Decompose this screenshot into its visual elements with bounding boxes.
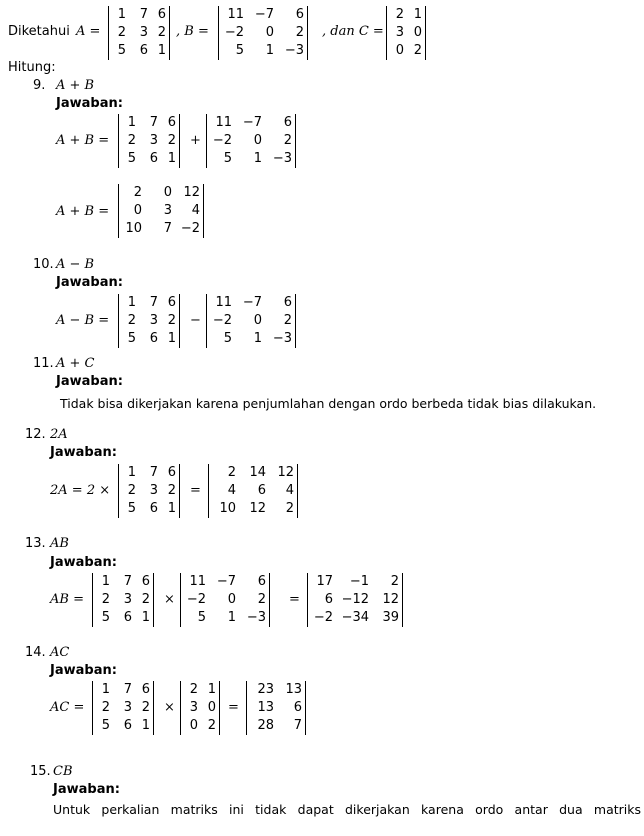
q11-jawaban: Jawaban:	[56, 374, 123, 389]
matrix-ApB-cell-0-1: 0	[163, 185, 172, 200]
matrix-B-cell-2-1: 1	[253, 331, 262, 346]
matrix-B-cell-1-0: −2	[212, 313, 232, 328]
matrix-A-cell-2-2: 1	[157, 43, 166, 58]
q13-expression: AB	[50, 536, 69, 551]
matrix-C-cell-1-0: 3	[395, 25, 404, 40]
q12-lhs: 2A = 2 ×	[50, 483, 111, 498]
matrix-A-cell-0-2: 6	[167, 295, 176, 310]
matrix-twoA-cell-1-2: 4	[285, 483, 294, 498]
matrix-C-cell-0-1: 1	[207, 682, 216, 697]
q11-answer-text: Tidak bisa dikerjakan karena penjumlahan dengan ordo berbeda tidak bias dilakukan.	[60, 396, 597, 411]
matrix-B-cell-2-0: 5	[197, 610, 206, 625]
matrix-a-intro	[108, 6, 170, 60]
matrix-B-cell-1-0: −2	[186, 592, 206, 607]
matrix-twoA-cell-2-0: 10	[219, 501, 236, 516]
matrix-A-cell-0-1: 7	[149, 115, 158, 130]
q9-plus-sign: +	[190, 133, 201, 148]
q13-lhs: AB =	[50, 592, 84, 607]
matrix-A-cell-1-1: 3	[149, 313, 158, 328]
matrix-AB-cell-0-1: −1	[349, 574, 369, 589]
matrix-B-cell-1-1: 0	[253, 133, 262, 148]
matrix-C-cell-1-1: 0	[413, 25, 422, 40]
q14-matrix-c	[180, 681, 220, 735]
matrix-B-cell-0-1: −7	[254, 7, 274, 22]
q14-equals-sign: =	[228, 700, 239, 715]
matrix-A-cell-1-2: 2	[157, 25, 166, 40]
dan-c-equals-label: , dan C =	[322, 24, 384, 39]
q15-expression: CB	[53, 764, 73, 779]
matrix-ApB-cell-1-0: 0	[133, 203, 142, 218]
matrix-ApB-cell-2-2: −2	[180, 221, 200, 236]
matrix-B-cell-1-2: 2	[283, 313, 292, 328]
matrix-A-cell-2-1: 6	[149, 331, 158, 346]
q10-lhs: A − B =	[56, 313, 110, 328]
matrix-B-cell-1-0: −2	[212, 133, 232, 148]
matrix-B-cell-0-2: 6	[295, 7, 304, 22]
matrix-B-cell-0-0: 11	[189, 574, 206, 589]
matrix-C-cell-2-1: 2	[207, 718, 216, 733]
a-equals-label: A =	[76, 24, 101, 39]
matrix-B-cell-1-1: 0	[253, 313, 262, 328]
q10-matrix-b	[206, 294, 296, 348]
q9-number: 9.	[33, 78, 46, 93]
matrix-AC-cell-2-0: 28	[257, 718, 274, 733]
matrix-A-cell-2-0: 5	[101, 718, 110, 733]
matrix-b-intro	[218, 6, 308, 60]
matrix-c-intro	[386, 6, 426, 60]
matrix-A-cell-0-2: 6	[157, 7, 166, 22]
matrix-A-cell-2-1: 6	[149, 151, 158, 166]
q9-jawaban: Jawaban:	[56, 96, 123, 111]
matrix-AC-cell-0-0: 23	[257, 682, 274, 697]
q10-matrix-a	[118, 294, 180, 348]
matrix-B-cell-1-1: 0	[265, 25, 274, 40]
q12-equals-sign: =	[190, 483, 201, 498]
matrix-ApB-cell-0-0: 2	[133, 185, 142, 200]
hitung-label: Hitung:	[8, 60, 56, 75]
matrix-B-cell-2-0: 5	[223, 151, 232, 166]
q14-number: 14.	[25, 645, 46, 660]
matrix-A-cell-0-0: 1	[127, 115, 136, 130]
matrix-B-cell-1-2: 2	[295, 25, 304, 40]
q15-answer-text: Untuk perkalian matriks ini tidak dapat dikerjakan karena ordo antar dua matriks	[53, 802, 641, 817]
matrix-A-cell-0-1: 7	[149, 465, 158, 480]
matrix-B-cell-1-2: 2	[283, 133, 292, 148]
q13-matrix-result	[307, 573, 403, 627]
matrix-C-cell-2-1: 2	[413, 43, 422, 58]
matrix-B-cell-2-2: −3	[272, 151, 292, 166]
q9-matrix-result	[118, 184, 204, 238]
matrix-A-cell-1-1: 3	[123, 700, 132, 715]
matrix-A-cell-1-0: 2	[101, 700, 110, 715]
matrix-ApB-cell-1-2: 4	[191, 203, 200, 218]
matrix-A-cell-2-1: 6	[123, 718, 132, 733]
matrix-B-cell-1-0: −2	[224, 25, 244, 40]
matrix-B-cell-2-2: −3	[246, 610, 266, 625]
matrix-B-cell-0-0: 11	[215, 115, 232, 130]
matrix-A-cell-0-2: 6	[167, 115, 176, 130]
matrix-B-cell-2-2: −3	[272, 331, 292, 346]
matrix-B-cell-0-2: 6	[283, 295, 292, 310]
matrix-B-cell-0-2: 6	[283, 115, 292, 130]
q11-number: 11.	[33, 356, 54, 371]
matrix-A-cell-0-2: 6	[141, 682, 150, 697]
matrix-A-cell-1-1: 3	[123, 592, 132, 607]
matrix-AB-cell-0-2: 2	[390, 574, 399, 589]
matrix-A-cell-1-2: 2	[167, 483, 176, 498]
q9-lhs: A + B =	[56, 133, 110, 148]
q13-times-sign: ×	[164, 592, 175, 607]
matrix-A-cell-1-2: 2	[167, 313, 176, 328]
matrix-A-cell-1-2: 2	[141, 592, 150, 607]
q13-matrix-a	[92, 573, 154, 627]
matrix-ApB-cell-1-1: 3	[163, 203, 172, 218]
matrix-C-cell-0-1: 1	[413, 7, 422, 22]
matrix-twoA-cell-2-2: 2	[285, 501, 294, 516]
matrix-A-cell-0-1: 7	[123, 574, 132, 589]
matrix-A-cell-0-1: 7	[149, 295, 158, 310]
matrix-twoA-cell-2-1: 12	[249, 501, 266, 516]
q14-lhs: AC =	[50, 700, 85, 715]
q14-times-sign: ×	[164, 700, 175, 715]
q13-equals-sign: =	[289, 592, 300, 607]
matrix-A-cell-0-1: 7	[123, 682, 132, 697]
matrix-B-cell-0-1: −7	[242, 115, 262, 130]
matrix-B-cell-0-0: 11	[227, 7, 244, 22]
matrix-C-cell-2-0: 0	[395, 43, 404, 58]
q9-matrix-a	[118, 114, 180, 168]
q10-number: 10.	[33, 257, 54, 272]
matrix-ApB-cell-0-2: 12	[183, 185, 200, 200]
matrix-A-cell-2-0: 5	[127, 151, 136, 166]
matrix-AB-cell-2-2: 39	[382, 610, 399, 625]
matrix-C-cell-1-1: 0	[207, 700, 216, 715]
q12-matrix-a	[118, 464, 180, 518]
matrix-A-cell-1-0: 2	[127, 483, 136, 498]
matrix-B-cell-0-1: −7	[216, 574, 236, 589]
q9-matrix-b	[206, 114, 296, 168]
matrix-A-cell-2-2: 1	[141, 610, 150, 625]
matrix-A-cell-1-2: 2	[141, 700, 150, 715]
matrix-A-cell-2-1: 6	[139, 43, 148, 58]
matrix-twoA-cell-0-1: 14	[249, 465, 266, 480]
matrix-A-cell-2-0: 5	[101, 610, 110, 625]
matrix-twoA-cell-1-1: 6	[257, 483, 266, 498]
matrix-A-cell-1-0: 2	[127, 313, 136, 328]
q11-expression: A + C	[56, 356, 95, 371]
matrix-B-cell-0-1: −7	[242, 295, 262, 310]
matrix-AB-cell-1-1: −12	[341, 592, 369, 607]
matrix-B-cell-2-1: 1	[265, 43, 274, 58]
matrix-B-cell-1-1: 0	[227, 592, 236, 607]
matrix-B-cell-2-0: 5	[235, 43, 244, 58]
matrix-ApB-cell-2-1: 7	[163, 221, 172, 236]
matrix-A-cell-2-1: 6	[149, 501, 158, 516]
matrix-twoA-cell-0-2: 12	[277, 465, 294, 480]
matrix-A-cell-2-2: 1	[167, 501, 176, 516]
q13-jawaban: Jawaban:	[50, 555, 117, 570]
matrix-A-cell-1-0: 2	[127, 133, 136, 148]
matrix-A-cell-1-0: 2	[117, 25, 126, 40]
matrix-A-cell-1-0: 2	[101, 592, 110, 607]
q10-expression: A − B	[56, 257, 95, 272]
matrix-A-cell-2-2: 1	[167, 331, 176, 346]
q10-minus-sign: −	[190, 313, 201, 328]
matrix-B-cell-2-0: 5	[223, 331, 232, 346]
q15-jawaban: Jawaban:	[53, 782, 120, 797]
matrix-AB-cell-2-0: −2	[313, 610, 333, 625]
q13-number: 13.	[25, 536, 46, 551]
q12-jawaban: Jawaban:	[50, 445, 117, 460]
matrix-B-cell-0-2: 6	[257, 574, 266, 589]
q14-expression: AC	[50, 645, 70, 660]
q10-jawaban: Jawaban:	[56, 275, 123, 290]
matrix-twoA-cell-1-0: 4	[227, 483, 236, 498]
matrix-A-cell-0-2: 6	[141, 574, 150, 589]
matrix-B-cell-2-1: 1	[227, 610, 236, 625]
q15-number: 15.	[30, 764, 51, 779]
matrix-A-cell-0-2: 6	[167, 465, 176, 480]
matrix-B-cell-2-2: −3	[284, 43, 304, 58]
matrix-twoA-cell-0-0: 2	[227, 465, 236, 480]
matrix-A-cell-2-0: 5	[127, 501, 136, 516]
q12-matrix-result	[208, 464, 298, 518]
matrix-AC-cell-1-1: 6	[293, 700, 302, 715]
matrix-A-cell-0-0: 1	[101, 574, 110, 589]
matrix-AB-cell-1-2: 12	[382, 592, 399, 607]
matrix-B-cell-1-2: 2	[257, 592, 266, 607]
q14-matrix-result	[246, 681, 306, 735]
matrix-A-cell-1-1: 3	[149, 133, 158, 148]
matrix-A-cell-2-0: 5	[117, 43, 126, 58]
q14-matrix-a	[92, 681, 154, 735]
q13-matrix-b	[180, 573, 270, 627]
diketahui-label: Diketahui	[8, 24, 70, 39]
matrix-A-cell-2-0: 5	[127, 331, 136, 346]
matrix-AC-cell-2-1: 7	[293, 718, 302, 733]
matrix-A-cell-2-1: 6	[123, 610, 132, 625]
b-equals-label: , B =	[176, 24, 209, 39]
matrix-A-cell-0-1: 7	[139, 7, 148, 22]
matrix-A-cell-0-0: 1	[117, 7, 126, 22]
matrix-B-cell-0-0: 11	[215, 295, 232, 310]
matrix-AC-cell-1-0: 13	[257, 700, 274, 715]
q9-expression: A + B	[56, 78, 95, 93]
matrix-A-cell-0-0: 1	[127, 465, 136, 480]
matrix-A-cell-2-2: 1	[141, 718, 150, 733]
matrix-C-cell-2-0: 0	[189, 718, 198, 733]
matrix-B-cell-2-1: 1	[253, 151, 262, 166]
matrix-A-cell-1-1: 3	[139, 25, 148, 40]
matrix-AB-cell-0-0: 17	[316, 574, 333, 589]
matrix-ApB-cell-2-0: 10	[125, 221, 142, 236]
matrix-A-cell-0-0: 1	[127, 295, 136, 310]
q14-jawaban: Jawaban:	[50, 663, 117, 678]
q12-expression: 2A	[50, 427, 68, 442]
q9-lhs-result: A + B =	[56, 204, 110, 219]
q12-number: 12.	[25, 427, 46, 442]
matrix-AB-cell-1-0: 6	[324, 592, 333, 607]
matrix-C-cell-0-0: 2	[189, 682, 198, 697]
matrix-AB-cell-2-1: −34	[341, 610, 369, 625]
matrix-A-cell-2-2: 1	[167, 151, 176, 166]
matrix-A-cell-0-0: 1	[101, 682, 110, 697]
matrix-A-cell-1-1: 3	[149, 483, 158, 498]
matrix-AC-cell-0-1: 13	[285, 682, 302, 697]
matrix-A-cell-1-2: 2	[167, 133, 176, 148]
matrix-C-cell-1-0: 3	[189, 700, 198, 715]
matrix-C-cell-0-0: 2	[395, 7, 404, 22]
